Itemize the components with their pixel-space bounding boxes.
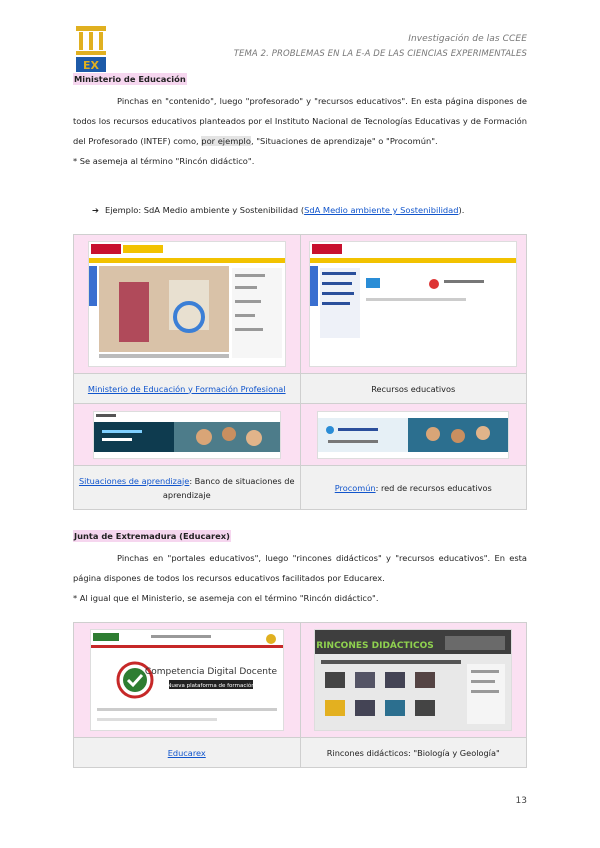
caption-rincones: Rincones didácticos: "Biología y Geología" xyxy=(300,738,527,768)
caption-recursos: Recursos educativos xyxy=(300,374,527,404)
caption-ministerio xyxy=(74,374,301,404)
note-ministerio: * Se asemeja al término "Rincón didáctico". xyxy=(73,156,255,166)
paragraph-educarex xyxy=(73,548,527,608)
arrow-icon: ➔ xyxy=(92,205,99,215)
university-logo xyxy=(74,24,108,74)
bullet-prefix: Ejemplo: SdA Medio ambiente y Sostenibilidad ( xyxy=(104,205,305,215)
caption-situaciones xyxy=(74,466,301,510)
rincones-banner-title: RINCONES DIDÁCTICOS xyxy=(316,641,434,651)
para-highlight: por ejemplo xyxy=(201,136,251,146)
screenshot-recursos-educativos xyxy=(309,241,517,367)
caption-situaciones-text: : Banco de situaciones de aprendizaje xyxy=(162,475,295,500)
caption-procomun-text: : red de recursos educativos xyxy=(375,482,492,493)
logo-text: EX xyxy=(83,59,99,72)
image-cell-ministerio xyxy=(74,235,301,374)
header-title: Investigación de las CCEE xyxy=(408,34,527,44)
educarex-banner-title: Competencia Digital Docente xyxy=(144,667,277,677)
para-text-b: , "Situaciones de aprendizaje" o "Procomún". xyxy=(250,136,438,146)
screenshot-procomun xyxy=(317,411,509,459)
para-text-a: Pinchas en "contenido", luego "profesorado" y "recursos educativos". En esta página dispones de todos los recursos educativos planteados por el Instituto Nacional de Tecnologías Educativas y de Formación del Profesorado (INTEF) como, xyxy=(73,96,527,146)
link-ministerio[interactable]: Ministerio de Educación y Formación Profesional xyxy=(87,383,286,394)
educarex-banner-sub: Nueva plataforma de formación xyxy=(167,683,255,689)
screenshot-situaciones xyxy=(93,411,281,459)
image-cell-educarex xyxy=(74,623,301,738)
link-sda[interactable]: SdA Medio ambiente y Sostenibilidad xyxy=(304,205,459,215)
screenshot-ministerio-site xyxy=(88,241,286,367)
image-cell-recursos xyxy=(300,235,527,374)
image-cell-situaciones xyxy=(74,404,301,466)
header-subtitle: TEMA 2. PROBLEMAS EN LA E-A DE LAS CIENCIAS EXPERIMENTALES xyxy=(233,49,527,59)
note-educarex: * Al igual que el Ministerio, se asemeja con el término "Rincón didáctico". xyxy=(73,593,379,603)
resources-table-educarex xyxy=(73,622,527,768)
para-educarex-text: Pinchas en "portales educativos", luego "rincones didácticos" y "recursos educativos". En esta página dispones de todos los recursos educativos facilitados por Educarex. xyxy=(73,553,527,583)
page-number: 13 xyxy=(515,796,527,806)
section-title-educarex: Junta de Extremadura (Educarex) xyxy=(74,531,230,541)
resources-table-ministerio xyxy=(73,234,527,510)
bullet-suffix: ). xyxy=(458,205,465,215)
link-procomun[interactable]: Procomún xyxy=(334,482,376,493)
screenshot-educarex xyxy=(90,629,284,731)
link-situaciones[interactable]: Situaciones de aprendizaje xyxy=(78,475,190,486)
caption-procomun xyxy=(300,466,527,510)
caption-educarex xyxy=(74,738,301,768)
screenshot-rincones xyxy=(314,629,512,731)
paragraph-ministerio xyxy=(73,91,527,171)
image-cell-rincones xyxy=(300,623,527,738)
link-educarex[interactable]: Educarex xyxy=(167,747,206,758)
bullet-example xyxy=(92,205,464,215)
image-cell-procomun xyxy=(300,404,527,466)
section-title-ministerio: Ministerio de Educación xyxy=(74,74,186,84)
